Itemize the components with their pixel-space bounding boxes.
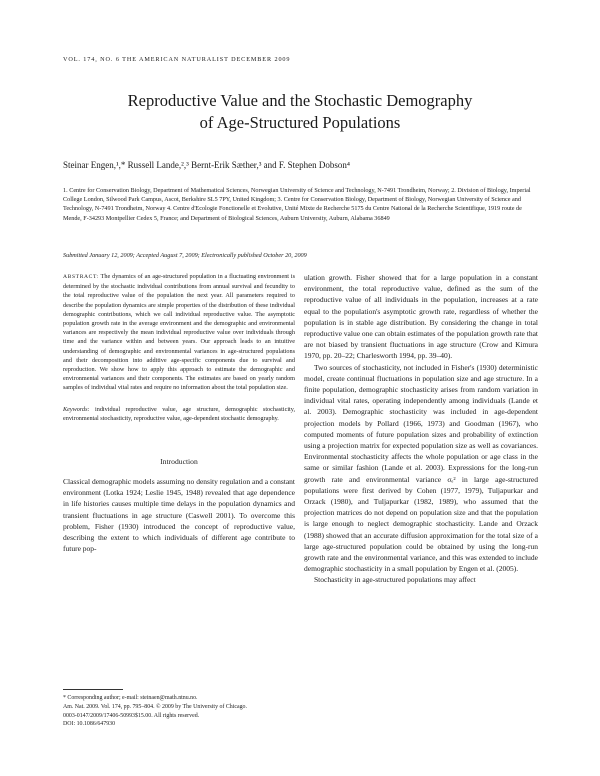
body-paragraph: ulation growth. Fisher showed that for a large population in a constant environment, the total reproductive value, defined as the sum of the reproductive value of all individuals in the population, increases at a rate equal to the population's asymptotic growth rate, regardless of whether the population is in stable age distribution. By considering the change in total reproductive value one can obtain estimates of the population growth rate that are not biased by transient fluctuations in age structure (Crow and Kimura 1970, pp. 20–22; Charlesworth 1994, pp. 39–40). [304,273,538,361]
footnotes [63,694,295,729]
author-list: Steinar Engen,¹,* Russell Lande,²,³ Bernt-Erik Sæther,³ and F. Stephen Dobson⁴ [63,160,351,170]
body-paragraph: Stochasticity in age-structured populations may affect [314,575,476,585]
footnote-issn: 0003-0147/2009/17406-50993$15.00. All rights reserved. [63,712,200,719]
keywords [63,405,295,423]
introduction-paragraph: Classical demographic models assuming no density regulation and a constant environment (Lotka 1924; Leslie 1945, 1948) revealed that age dependence in life histories causes multiple time delays in the population dynamics and transient fluctuations in age structure (Caswell 2001). To overcome this problem, Fisher (1930) introduced the concept of reproductive value, describing the extent to which individuals of different age contribute to future pop- [63,477,295,554]
article-title [0,90,600,134]
abstract [63,272,295,393]
abstract-label: ABSTRACT: [63,274,99,280]
footnote-divider [63,689,123,690]
affiliations: 1. Centre for Conservation Biology, Department of Mathematical Sciences, Norwegian University of Science and Technology, N-7491 Trondheim, Norway; 2. Division of Biology, Imperial College London, Silwood Park Campus, Ascot, Berkshire SL5 7PY, United Kingdom; 3. Centre for Conservation Biology, Department of Biology, Norwegian University of Science and Technology, N-7491 Trondheim, Norway 4. Centre d'Ecologie Fonctionelle et Evolutive, Unité Mixte de Recherche 5175 du Centre National de la Recherche Scientifique, 1919 route de Mende, F-34293 Montpellier Cedex 5, France; and Department of Biological Sciences, Auburn University, Auburn, Alabama 36849 [63,187,531,222]
right-column [304,272,538,586]
submission-dates: Submitted January 12, 2009; Accepted August 7, 2009; Electronically published October 20, 2009 [63,252,307,259]
title-line-2: of Age-Structured Populations [199,113,401,132]
left-column [63,272,295,554]
title-line-1: Reproductive Value and the Stochastic Demography [127,91,473,110]
section-heading-introduction: Introduction [160,457,198,467]
abstract-text: The dynamics of an age-structured population in a fluctuating environment is determined by the stochastic individual contributions from annual survival and fecundity to the total reproductive value of the population the next year. All parameters required to describe the population dynamics are simple properties of the distribution of these individual demographic contributions, which we call individual reproductive value. The asymptotic population growth rate in the average environment and the demographic and environmental variances are respectively the mean individual reproductive value over individuals through time and the variance within and between years. Our approach leads to an intuitive understanding of demographic and environmental variances in age-structured populations and their decomposition into additive age-specific components due to survival and reproduction. We show how to apply this approach to estimate the demographic and environmental variances and their components. The estimates are based on yearly random samples of individual vital rates and require no information about the total population size. [63,273,295,392]
keywords-label: Keywords: [63,405,90,413]
introduction-body [63,476,295,554]
footnote-corresponding-author: * Corresponding author; e-mail: steinaen@math.ntnu.no. [63,695,198,701]
body-paragraph: Two sources of stochasticity, not included in Fisher's (1930) deterministic model, create continual fluctuations in population size and age structure. In a finite population, demographic stochasticity arises from random variation in individual vital rates, operating independently among individuals (Lande et al. 2003). Demographic stochasticity was included in age-dependent projection models by Pollard (1966, 1973) and Goodman (1967), who computed moments of future population sizes and probability of extinction using a projection matrix for expected population size as well as covariances. Environmental stochasticity affects the whole population or age class in the same or similar fashion (Lande et al. 2003). Expressions for the long-run growth rate and environmental variance σₑ² in large age-structured populations were first derived by Cohen (1977, 1979), Tuljapurkar and Orzack (1980), and Tuljapurkar (1982, 1989), who assumed that the projection matrices do not depend on population size and that the population is large enough to neglect demographic stochasticity. Lande and Orzack (1988) showed that an accurate diffusion approximation for the total size of a large age-structured population could be obtained by using the long-run growth rate and the environmental variance, and this was extended to include demographic stochasticity in a small population by Engen et al. (2005). [304,362,538,574]
keywords-text: individual reproductive value, age structure, demographic stochasticity, environmental stochasticity, reproductive value, age-dependent stochastic demography. [63,405,295,422]
running-head: VOL. 174, NO. 6 THE AMERICAN NATURALIST DECEMBER 2009 [63,56,291,63]
footnote-doi: DOI: 10.1086/647930 [63,721,116,728]
footnote-citation: Am. Nat. 2009. Vol. 174, pp. 795–804. © 2009 by The University of Chicago. [63,703,247,710]
